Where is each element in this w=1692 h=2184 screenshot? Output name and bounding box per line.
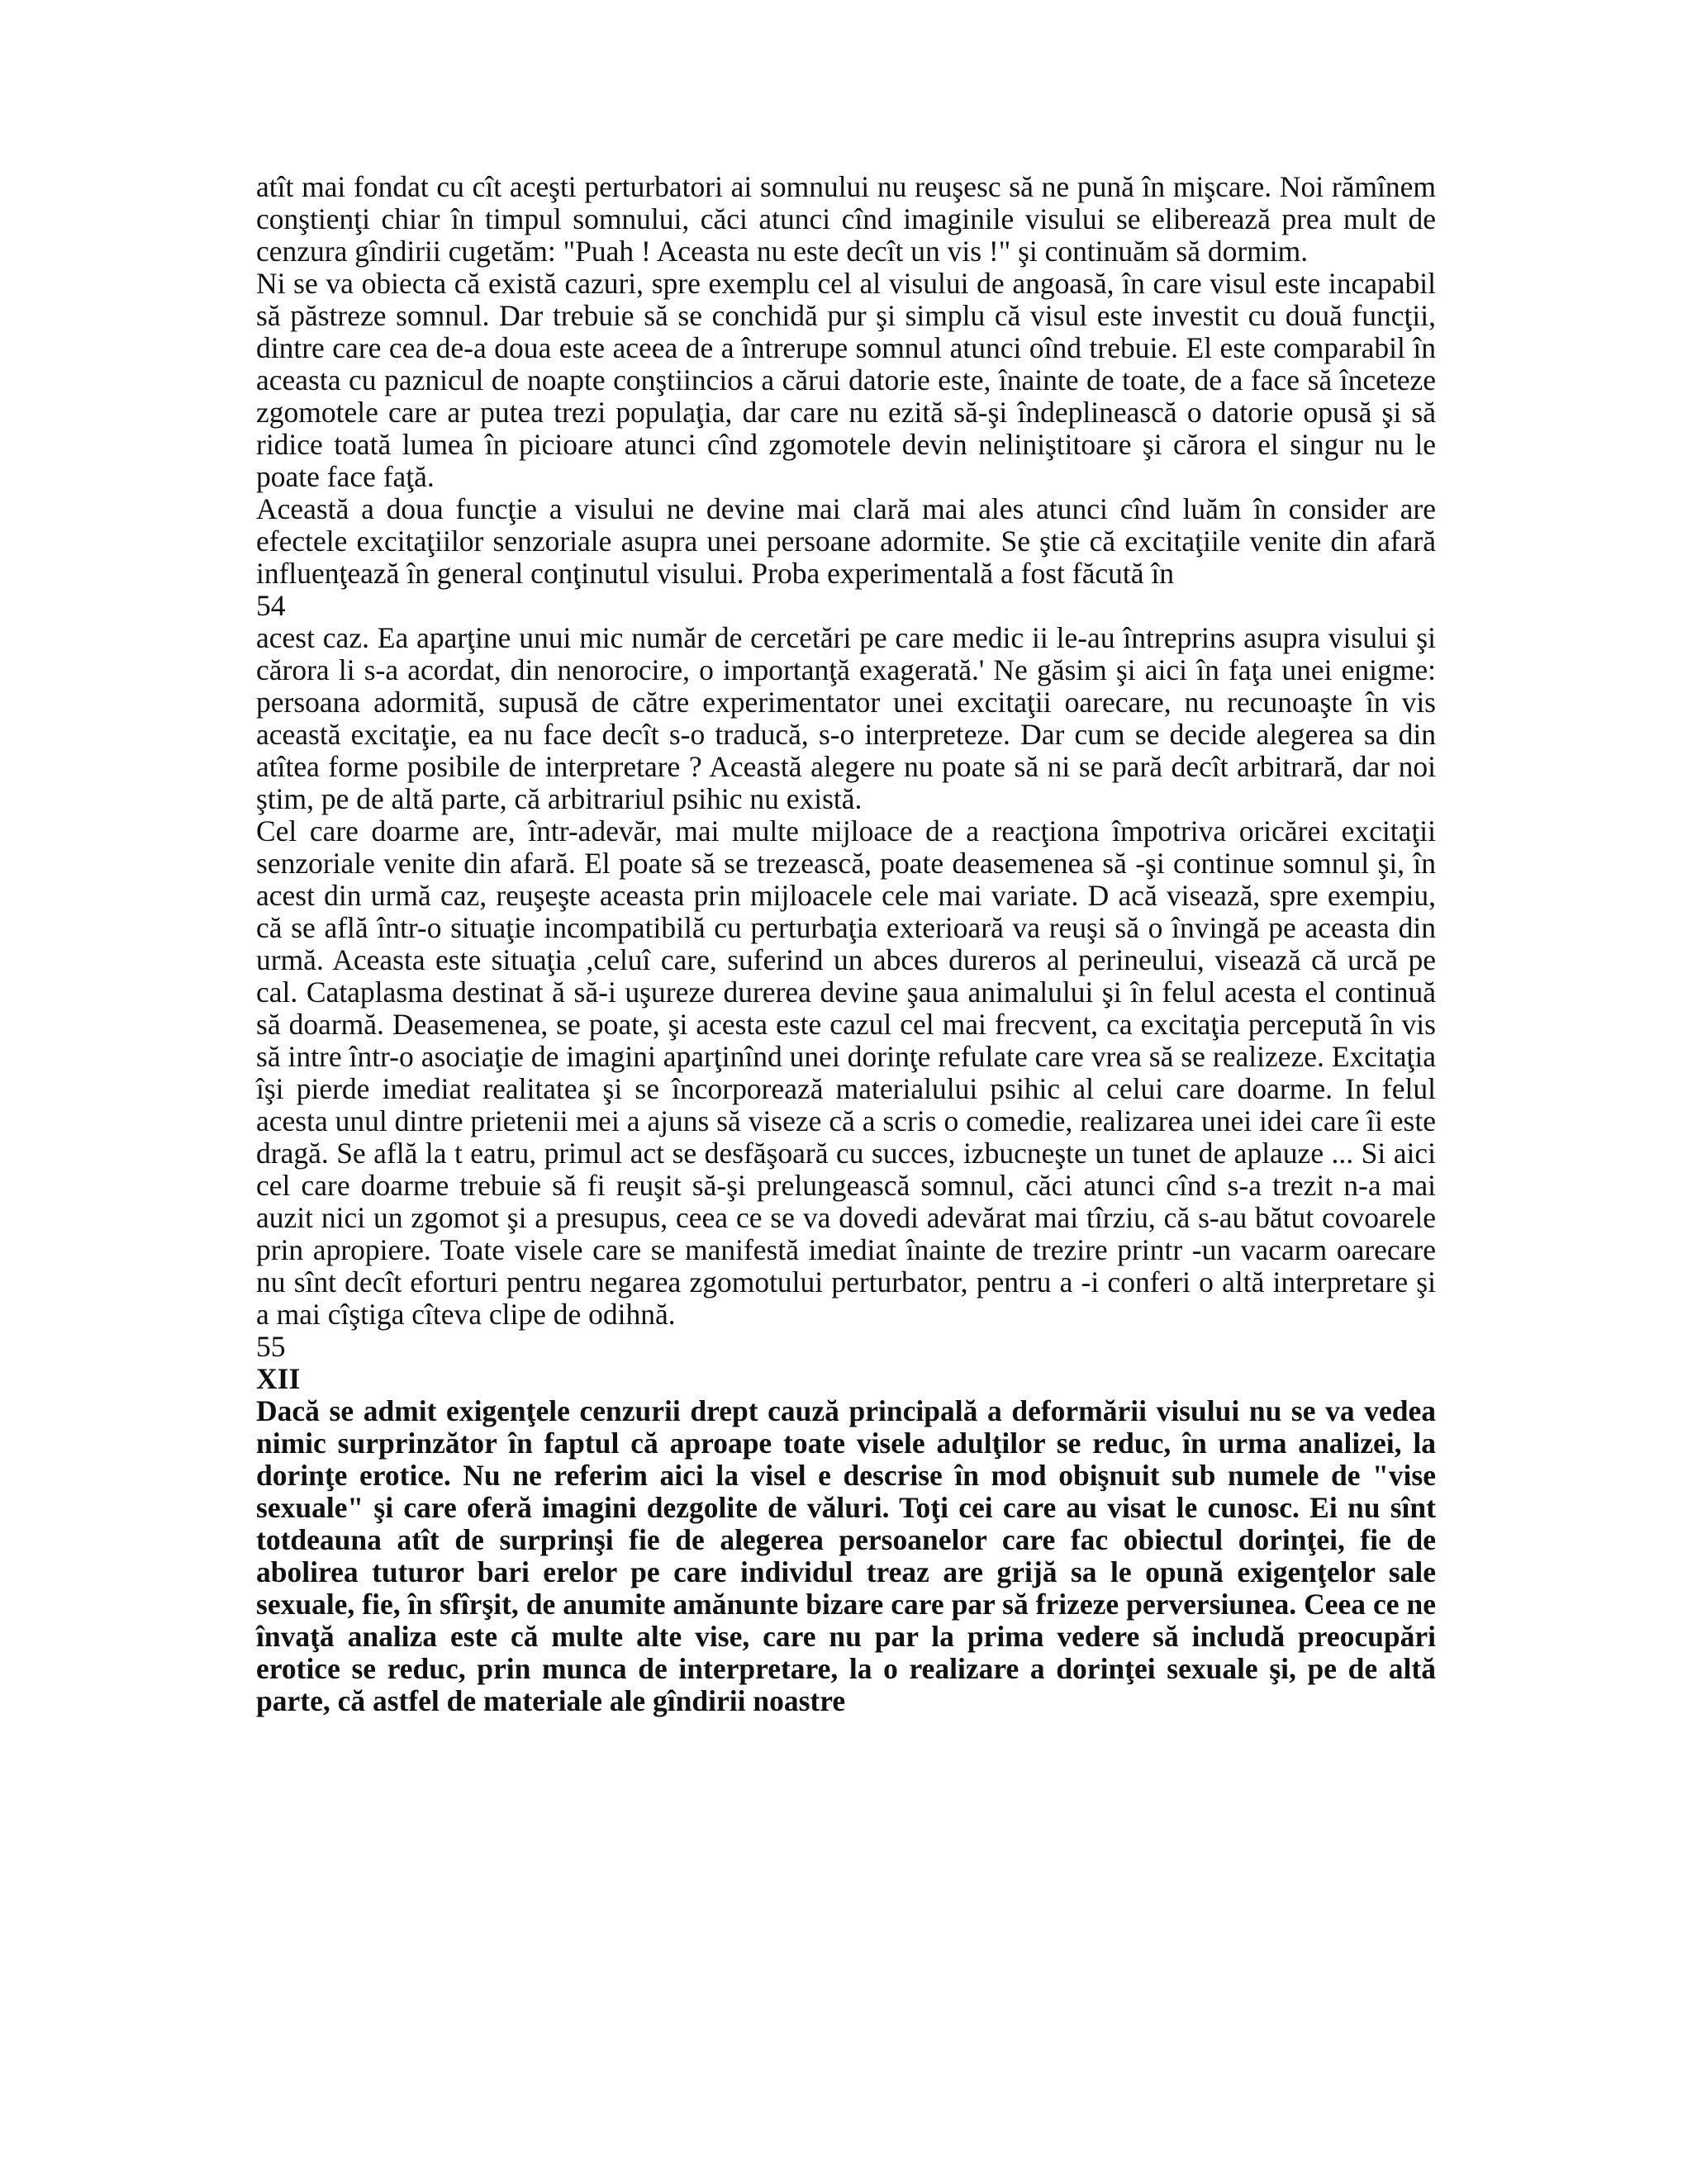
paragraph: Cel care doarme are, într-adevăr, mai multe mijloace de a reacţiona împotriva oricărei excitaţii senzoriale venite din afară. El poate să se trezească, poate deasemenea să -şi continue somnul şi, în acest din urmă caz, reuşeşte aceasta prin mijloacele cele mai variate. D acă visează, spre exempiu, că se află într-o situaţie incompatibilă cu perturbaţia exterioară va reuşi să o învingă pe aceasta din urmă. Aceasta este situaţia ,celuî care, suferind un abces dureros al perineului, visează că urcă pe cal. Cataplasma destinat ă să-i uşureze durerea devine şaua animalului şi în felul acesta el continuă să doarmă. Deasemenea, se poate, şi acesta este cazul cel mai frecvent, ca excitaţia percepută în vis să intre într-o asociaţie de imagini aparţinînd unei dorinţe refulate care vrea să se realizeze. Excitaţia îşi pierde imediat realitatea şi se încorporează materialului psihic al celui care doarme. In felul acesta unul dintre prietenii mei a ajuns să viseze că a scris o comedie, realizarea unei idei care îi este dragă. Se află la t eatru, primul act se desfăşoară cu succes, izbucneşte un tunet de aplauze ... Si aici cel care doarme trebuie să fi reuşit să-şi prelungească somnul, căci atunci cînd s-a trezit n-a mai auzit nici un zgomot şi a presupus, ceea ce se va dovedi adevărat mai tîrziu, că s-au bătut covoarele prin apropiere. Toate visele care se manifestă imediat înainte de trezire printr -un vacarm oarecare nu sînt decît eforturi pentru negarea zgomotului perturbator, pentru a -i conferi o altă interpretare şi a mai cîştiga cîteva clipe de odihnă. (256, 814, 1436, 1331)
paragraph: Ni se va obiecta că există cazuri, spre exemplu cel al visului de angoasă, în care visul este incapabil să păstreze somnul. Dar trebuie să se conchidă pur şi simplu că visul este investit cu două funcţii, dintre care cea de-a doua este aceea de a întrerupe somnul atunci oînd trebuie. El este comparabil în aceasta cu paznicul de noapte conştiincios a cărui datorie este, înainte de toate, de a face să înceteze zgomotele care ar putea trezi populaţia, dar care nu ezită să-şi îndeplinească o datorie opusă şi să ridice toată lumea în picioare atunci cînd zgomotele devin neliniştitoare şi cărora el singur nu le poate face faţă. (256, 267, 1436, 493)
paragraph: acest caz. Ea aparţine unui mic număr de cercetări pe care medic ii le-au întreprins asupra visului şi cărora li s-a acordat, din nenorocire, o importanţă exagerată.' Ne găsim şi aici în faţa unei enigme: persoana adormită, supusă de către experimentator unei excitaţii oarecare, nu recunoaşte în vis această excitaţie, ea nu face decît s-o traducă, s-o interpreteze. Dar cum se decide alegerea sa din atîtea forme posibile de interpretare ? Această alegere nu poate să ni se pară decît arbitrară, dar noi ştim, pe de altă parte, că arbitrariul psihic nu există. (256, 621, 1436, 815)
chapter-heading: XII (256, 1362, 301, 1395)
bold-paragraph: Dacă se admit exigenţele cenzurii drept cauză principală a deformării visului nu se va vedea nimic surprinzător în faptul că aproape toate visele adulţilor se reduc, în urma analizei, la dorinţe erotice. Nu ne referim aici la visel e descrise în mod obişnuit sub numele de "vise sexuale" şi care oferă imagini dezgolite de văluri. Toţi cei care au visat le cunosc. Ei nu sînt totdeauna atît de surprinşi fie de alegerea persoanelor care fac obiectul dorinţei, fie de abolirea tuturor bari erelor pe care individul treaz are grijă sa le opună exigenţelor sale sexuale, fie, în sfîrşit, de anumite amănunte bizare care par să frizeze perversiunea. Ceea ce ne învaţă analiza este că multe alte vise, care nu par la prima vedere să includă preocupări erotice se reduc, prin munca de interpretare, la o realizare a dorinţei sexuale şi, pe de altă parte, că astfel de materiale ale gîndirii noastre (256, 1394, 1436, 1717)
page-number: 55 (256, 1330, 286, 1363)
text-column (256, 171, 1436, 1717)
paragraph: atît mai fondat cu cît aceşti perturbatori ai somnului nu reuşesc să ne pună în mişcare. Noi rămînem conştienţi chiar în timpul somnului, căci atunci cînd imaginile visului se eliberează prea mult de cenzura gîndirii cugetăm: "Puah ! Aceasta nu este decît un vis !" şi continuăm să dormim. (256, 170, 1436, 268)
paragraph: Această a doua funcţie a visului ne devine mai clară mai ales atunci cînd luăm în consider are efectele excitaţiilor senzoriale asupra unei persoane adormite. Se ştie că excitaţiile venite din afară influenţează în general conţinutul visului. Proba experimentală a fost făcută în (256, 492, 1436, 590)
page-number: 54 (256, 589, 286, 622)
